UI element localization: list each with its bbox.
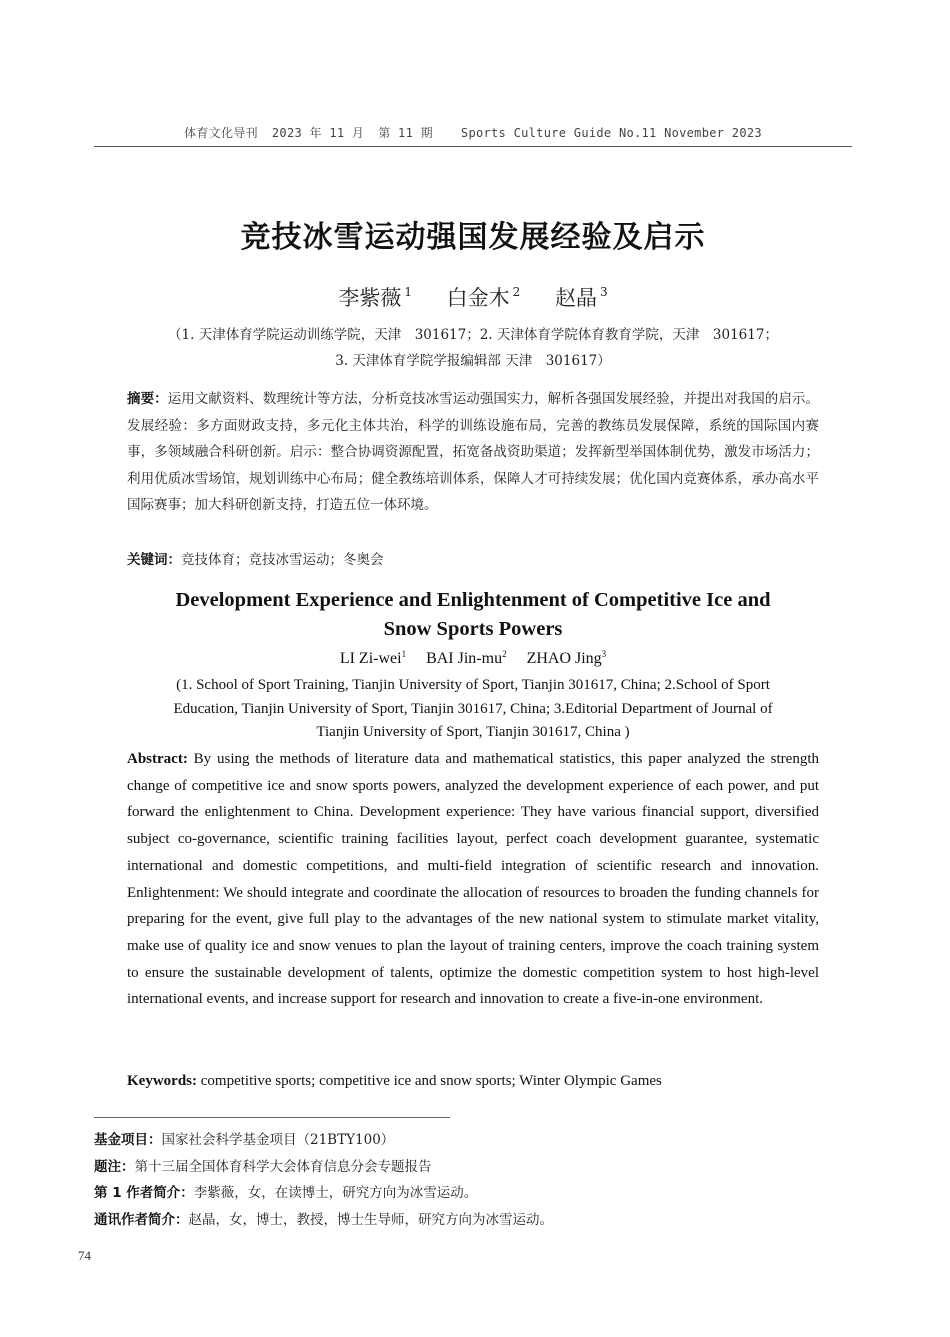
- footnote-text: 赵晶，女，博士，教授，博士生导师，研究方向为冰雪运动。: [188, 1211, 553, 1228]
- chinese-affiliations: [94, 322, 852, 374]
- english-affiliations: [127, 674, 819, 745]
- header-issue-cn: 第 11 期: [378, 126, 433, 140]
- author-name: BAI Jin-mu: [426, 650, 503, 667]
- english-title-line: Snow Sports Powers: [383, 618, 563, 640]
- footnote-funding: [94, 1127, 852, 1154]
- english-keywords: [127, 1068, 819, 1094]
- chinese-author: [447, 286, 521, 310]
- chinese-affiliation-line: （1. 天津体育学院运动训练学院，天津 301617；2. 天津体育学院体育教育学院，天津 301617；: [168, 327, 778, 343]
- chinese-authors: [94, 282, 852, 312]
- author-affil-mark: 3: [600, 285, 608, 299]
- header-journal-cn: 体育文化导刊: [184, 126, 258, 140]
- footnote-corresponding-author: [94, 1207, 852, 1234]
- english-affiliation-line: Education, Tianjin University of Sport, Tianjin 301617, China; 3.Editorial Department of Journal of: [173, 700, 773, 717]
- footnote-label: 基金项目：: [94, 1132, 162, 1148]
- footnotes: [94, 1127, 852, 1233]
- english-abstract: [127, 746, 819, 1013]
- author-affil-mark: 1: [404, 285, 412, 299]
- chinese-affiliation-line: 3. 天津体育学院学报编辑部 天津 301617）: [335, 353, 611, 369]
- author-name: ZHAO Jing: [526, 650, 602, 667]
- chinese-abstract-text: 运用文献资料、数理统计等方法，分析竞技冰雪运动强国实力，解析各强国发展经验，并提出对我国的启示。发展经验：多方面财政支持，多元化主体共治，科学的训练设施布局，完善的教练员发展保障，系统的国际国内赛事，多领域融合科研创新。启示：整合协调资源配置，拓宽备战资助渠道；发挥新型举国体制优势，激发市场活力；利用优质冰雪场馆，规划训练中心布局；健全教练培训体系，保障人才可持续发展；优化国内竞赛体系，承办高水平国际赛事；加大科研创新支持，打造五位一体环境。: [127, 391, 820, 513]
- author-affil-mark: 2: [512, 285, 521, 299]
- chinese-keywords: [127, 547, 819, 573]
- english-authors: [94, 649, 852, 668]
- english-title: [127, 586, 819, 644]
- footnote-label: 题注：: [94, 1158, 135, 1175]
- english-title-line: Development Experience and Enlightenment of Competitive Ice and: [175, 589, 771, 611]
- english-affiliation-line: (1. School of Sport Training, Tianjin University of Sport, Tianjin 301617, China; 2.School of Sport: [176, 677, 770, 693]
- footnote-label: 第 1 作者简介：: [94, 1185, 194, 1201]
- chinese-keywords-text: 竞技体育；竞技冰雪运动；冬奥会: [181, 552, 384, 568]
- english-affiliation-line: Tianjin University of Sport, Tianjin 301617, China ): [316, 724, 630, 740]
- author-affil-mark: 3: [601, 649, 607, 659]
- english-author: [340, 650, 406, 667]
- author-name: 白金木: [446, 286, 510, 310]
- chinese-author: [338, 286, 412, 310]
- footnote-text: 第十三届全国体育科学大会体育信息分会专题报告: [134, 1158, 432, 1175]
- english-author: [527, 650, 607, 667]
- author-affil-mark: 1: [401, 649, 407, 659]
- running-header: [94, 124, 852, 141]
- header-journal-en: Sports Culture Guide No.11 November 2023: [460, 126, 762, 140]
- footnote-label: 通讯作者简介：: [94, 1211, 189, 1228]
- author-affil-mark: 2: [502, 649, 507, 659]
- footnote-note: [94, 1154, 852, 1181]
- footnote-text: 国家社会科学基金项目（21BTY100）: [161, 1132, 395, 1148]
- header-date-cn: 2023 年 11 月: [271, 126, 365, 140]
- english-abstract-label: Abstract:: [127, 751, 188, 767]
- author-name: 李紫薇: [338, 286, 402, 310]
- english-keywords-text: competitive sports; competitive ice and snow sports; Winter Olympic Games: [197, 1073, 662, 1089]
- english-abstract-text: By using the methods of literature data and mathematical statistics, this paper analyzed the strength change of competitive ice and snow sports powers, analyzed the development experience of each power, and put forward the enlightenment to China. Development experience: They have various financial support, diversified subject co-governance, scientific training facilities layout, perfect coach development guarantee, systematic international and domestic competitions, and multi-field integration of scientific research and innovation. Enlightenment: We should integrate and coordinate the allocation of resources to broaden the funding channels for preparing for the event, give full play to the advantages of the new national system to stimulate market vitality, make use of quality ice and snow venues to plan the layout of training centers, improve the coach training system to ensure the sustainable development of talents, optimize the domestic competition system to host high-level international events, and increase support for research and innovation to create a five-in-one environment.: [127, 751, 819, 1008]
- footnote-rule: [94, 1117, 450, 1118]
- author-name: LI Zi-wei: [339, 650, 402, 667]
- english-keywords-label: Keywords:: [127, 1073, 197, 1089]
- header-rule: [94, 146, 852, 147]
- chinese-abstract: [127, 386, 819, 519]
- chinese-author: [555, 286, 608, 310]
- footnote-text: 李紫薇，女，在读博士，研究方向为冰雪运动。: [193, 1185, 478, 1201]
- english-author: [426, 650, 507, 667]
- footnote-first-author: [94, 1180, 852, 1207]
- author-name: 赵晶: [555, 286, 597, 310]
- chinese-keywords-label: 关键词：: [127, 552, 181, 568]
- chinese-abstract-label: 摘要：: [127, 391, 168, 407]
- page-number: 74: [78, 1248, 91, 1263]
- chinese-title: 竞技冰雪运动强国发展经验及启示: [240, 220, 706, 255]
